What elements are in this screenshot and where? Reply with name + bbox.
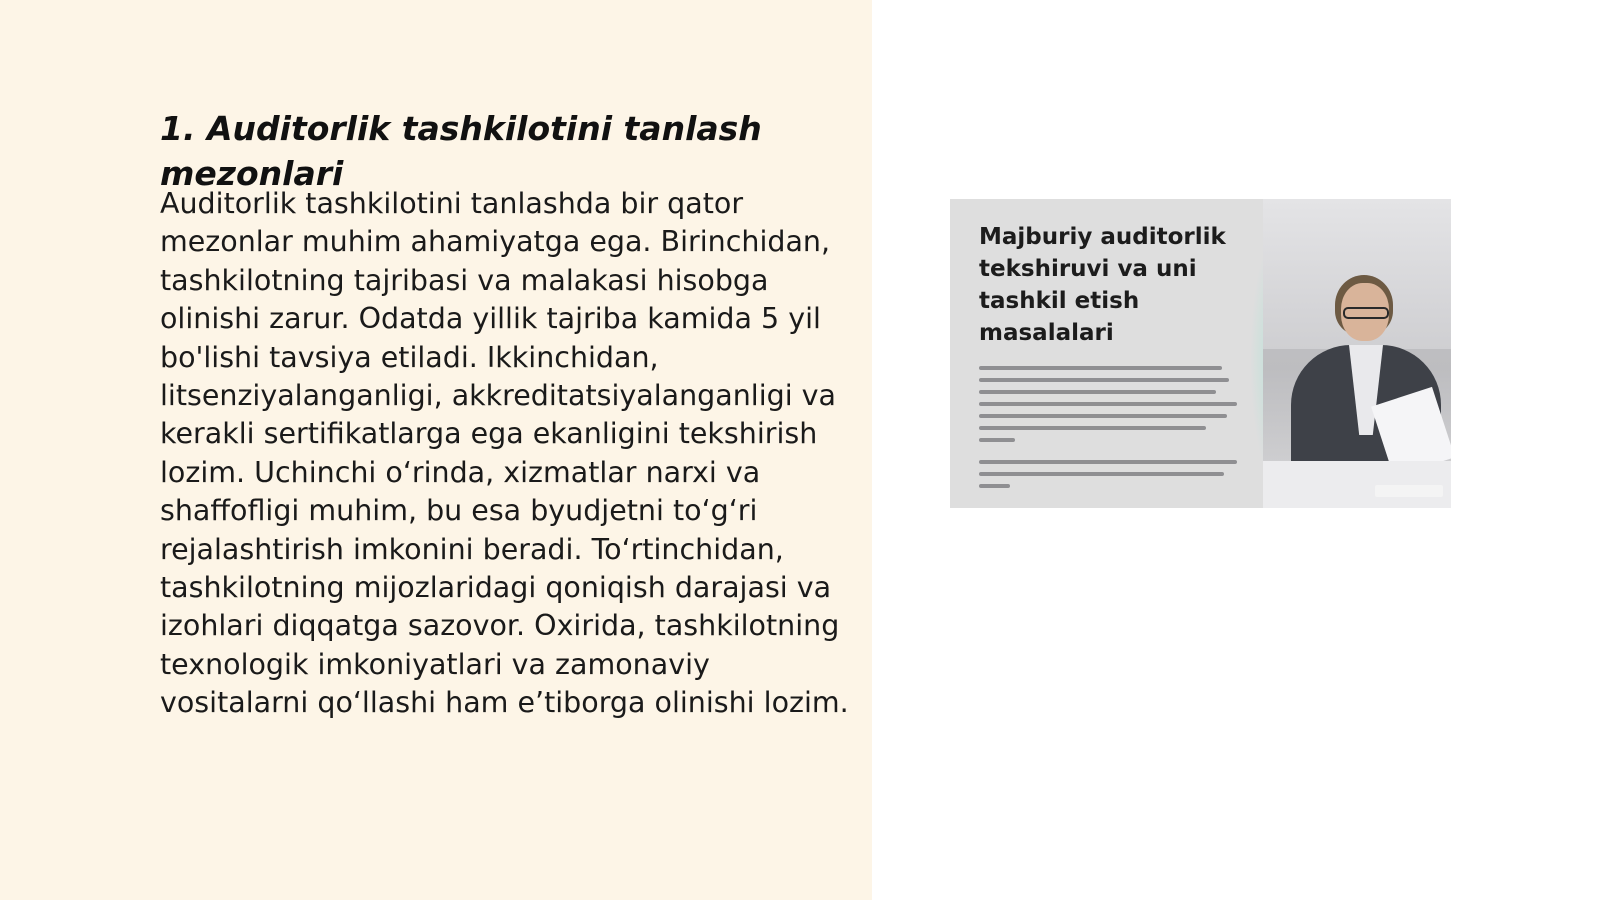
image-text-area (950, 199, 1263, 508)
image-title: Majburiy auditorlik tekshiruvi va uni tashkil etish masalalari (979, 224, 1226, 346)
image-fine-print (979, 366, 1237, 496)
slide-image (950, 199, 1451, 508)
slide-body-text: Auditorlik tashkilotini tanlashda bir qator mezonlar muhim ahamiyatga ega. Birinchidan, tashkilotning tajribasi va malakasi hisobga olinishi zarur. Odatda yillik tajriba kamida 5 yil bo'lishi tavsiya etiladi. Ikkinchidan, litsenziyalanganligi, akkreditatsiyalanganligi va kerakli sertifikatlarga ega ekanligini tekshirish lozim. Uchinchi o‘rinda, xizmatlar narxi va shaffofligi muhim, bu esa byudjetni to‘g‘ri rejalashtirish imkonini beradi. To‘rtinchidan, tashkilotning mijozlaridagi qoniqish darajasi va izohlari diqqatga sazovor. Oxirida, tashkilotning texnologik imkoniyatlari va zamonaviy vositalarni qo‘llashi ham e’tiborga olinishi lozim. (160, 187, 849, 720)
photo-credit-badge (1375, 485, 1443, 497)
person-photo (1263, 199, 1451, 508)
slide-title: 1. Auditorlik tashkilotini tanlash mezonlari (160, 109, 762, 193)
